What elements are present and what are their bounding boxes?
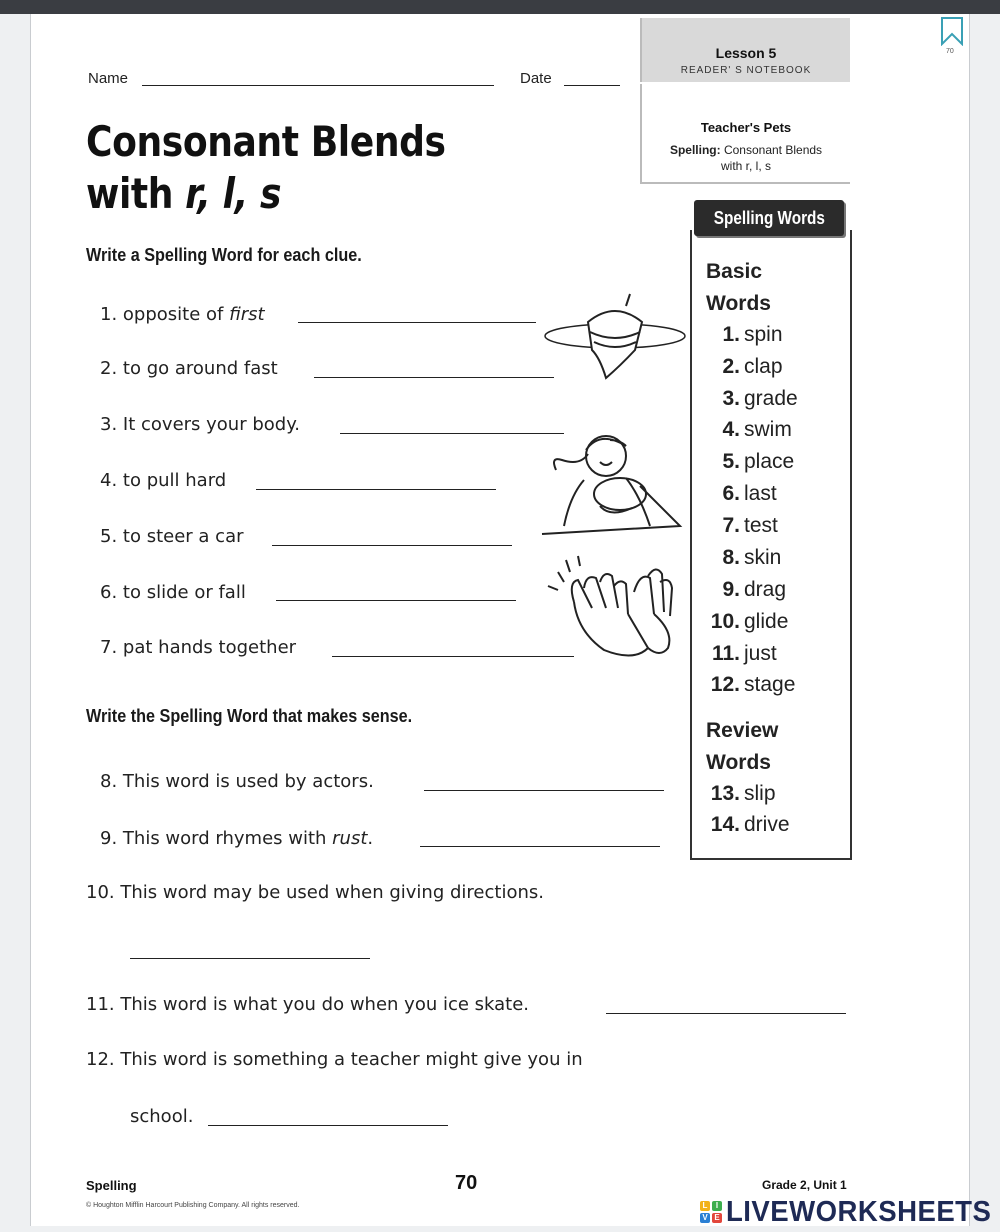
section2-instruction: Write the Spelling Word that makes sense.	[86, 706, 413, 726]
story-skill	[642, 142, 850, 174]
basic-heading-line-1: Basic	[706, 260, 763, 283]
word-number: 7.	[722, 514, 740, 537]
clapping-hands-illustration	[544, 552, 694, 662]
basic-words-heading	[706, 256, 771, 320]
word-number: 10.	[710, 610, 740, 633]
word-number: 12.	[710, 673, 740, 696]
word-item	[704, 813, 824, 837]
lesson-number: Lesson 5	[715, 45, 777, 61]
title-line-2	[86, 168, 446, 220]
clue-2	[100, 358, 278, 379]
story-title: Teacher's Pets	[700, 120, 792, 135]
logo-letter: V	[700, 1213, 710, 1223]
clue-9	[100, 828, 373, 849]
title-letters: r, l, s	[185, 169, 282, 218]
clue-number: 7.	[100, 637, 118, 658]
review-heading-line-2: Words	[706, 751, 771, 774]
clue-number: 11.	[86, 994, 115, 1015]
word-number: 14.	[710, 813, 740, 836]
word-text: skin	[744, 546, 782, 569]
answer-line-7[interactable]	[332, 656, 574, 657]
clue-number: 5.	[100, 526, 118, 547]
word-item	[704, 418, 824, 442]
word-item	[704, 610, 824, 634]
word-item	[704, 578, 824, 602]
lesson-header	[640, 18, 850, 82]
spelling-words-tab	[694, 200, 844, 236]
answer-line-11[interactable]	[606, 1013, 846, 1014]
word-item	[704, 355, 824, 379]
word-number: 3.	[722, 387, 740, 410]
answer-line-4[interactable]	[256, 489, 496, 490]
clue-number: 6.	[100, 582, 118, 603]
date-field[interactable]	[564, 85, 620, 86]
clue-text: This word is used by actors.	[122, 771, 374, 792]
clue-number: 8.	[100, 771, 118, 792]
word-number: 9.	[722, 578, 740, 601]
clue-text: This word is something a teacher might give you in	[120, 1049, 583, 1070]
clue-12	[86, 1049, 583, 1070]
answer-line-12[interactable]	[208, 1125, 448, 1126]
word-number: 11.	[711, 642, 740, 665]
word-text: place	[744, 450, 795, 473]
word-item	[704, 323, 824, 347]
word-item	[704, 782, 824, 806]
girl-driving-illustration	[540, 426, 690, 538]
clue-text: pat hands together	[122, 637, 297, 658]
clue-number: 10.	[86, 882, 115, 903]
name-field[interactable]	[142, 85, 494, 86]
logo-letter: I	[712, 1201, 722, 1211]
answer-line-9[interactable]	[420, 846, 660, 847]
word-item	[704, 546, 824, 570]
word-item	[704, 514, 824, 538]
answer-line-6[interactable]	[276, 600, 516, 601]
word-number: 5.	[722, 450, 740, 473]
footer-page-number: 70	[455, 1172, 478, 1194]
footer-grade: Grade 2, Unit 1	[762, 1178, 847, 1192]
footer-subject: Spelling	[86, 1178, 137, 1193]
clue-3	[100, 414, 300, 435]
clue-text: to steer a car	[122, 526, 244, 547]
word-number: 8.	[722, 546, 740, 569]
word-number: 6.	[722, 482, 740, 505]
section1-instruction: Write a Spelling Word for each clue.	[86, 245, 362, 265]
clue-text: It covers your body.	[122, 414, 301, 435]
clue-text: to pull hard	[122, 470, 227, 491]
title-with: with	[86, 169, 186, 218]
word-text: glide	[744, 610, 789, 633]
word-text: just	[744, 642, 777, 665]
clue-5	[100, 526, 244, 547]
clue-12-continued: school.	[130, 1106, 194, 1127]
word-text: clap	[744, 355, 783, 378]
top-bar	[0, 0, 1000, 14]
liveworksheets-brand[interactable]	[700, 1196, 1000, 1228]
clue-6	[100, 582, 246, 603]
clue-italic: rust	[332, 828, 368, 849]
word-text: grade	[744, 387, 798, 410]
word-item	[704, 450, 824, 474]
page-title	[86, 116, 446, 220]
clue-11	[86, 994, 529, 1015]
word-item	[704, 642, 824, 666]
clue-number: 4.	[100, 470, 118, 491]
word-number: 1.	[722, 323, 740, 346]
word-text: swim	[744, 418, 792, 441]
answer-line-8[interactable]	[424, 790, 664, 791]
liveworksheets-wordmark: LIVEWORKSHEETS	[726, 1195, 992, 1228]
word-text: drag	[744, 578, 787, 601]
clue-1	[100, 304, 265, 325]
clue-number: 3.	[100, 414, 118, 435]
word-number: 4.	[722, 418, 740, 441]
skill-line-1: Consonant Blends	[723, 143, 823, 157]
name-label: Name	[88, 70, 129, 87]
title-line-1: Consonant Blends	[86, 117, 446, 166]
clue-10	[86, 882, 544, 903]
notebook-label: READER' S NOTEBOOK	[680, 65, 812, 76]
clue-punct: .	[367, 828, 374, 849]
clue-text: to slide or fall	[122, 582, 246, 603]
clue-text: This word is what you do when you ice skate.	[120, 994, 530, 1015]
copyright-notice: © Houghton Mifflin Harcourt Publishing Company. All rights reserved.	[86, 1202, 300, 1209]
clue-text: to go around fast	[122, 358, 278, 379]
skill-line-2: with r, l, s	[720, 159, 771, 173]
review-heading-line-1: Review	[706, 719, 779, 742]
clue-text: This word rhymes with	[122, 828, 333, 849]
logo-letter: E	[712, 1213, 722, 1223]
clue-number: 12.	[86, 1049, 115, 1070]
clue-text: This word may be used when giving directions.	[120, 882, 544, 903]
word-text: slip	[744, 782, 776, 805]
word-item	[704, 673, 824, 697]
clue-number: 2.	[100, 358, 118, 379]
word-text: stage	[744, 673, 796, 696]
corner-page-number: 70	[946, 48, 954, 55]
liveworksheets-logo-icon	[700, 1201, 722, 1223]
spinning-top-illustration	[540, 292, 690, 382]
date-label: Date	[520, 70, 552, 87]
word-text: drive	[744, 813, 790, 836]
word-text: last	[744, 482, 777, 505]
word-item	[704, 482, 824, 506]
review-words-heading	[706, 715, 778, 779]
bookmark-icon[interactable]	[940, 16, 964, 46]
clue-8	[100, 771, 374, 792]
answer-line-1[interactable]	[298, 322, 536, 323]
story-info	[640, 84, 850, 184]
answer-line-5[interactable]	[272, 545, 512, 546]
word-text: test	[744, 514, 778, 537]
word-text: spin	[744, 323, 783, 346]
word-item	[704, 387, 824, 411]
basic-heading-line-2: Words	[706, 292, 771, 315]
clue-text: opposite of	[122, 304, 230, 325]
clue-number: 9.	[100, 828, 118, 849]
word-number: 2.	[722, 355, 740, 378]
answer-line-2[interactable]	[314, 377, 554, 378]
answer-line-10[interactable]	[130, 958, 370, 959]
logo-letter: L	[700, 1201, 710, 1211]
clue-italic: first	[229, 304, 265, 325]
spelling-words-tab-label: Spelling Words	[713, 208, 825, 228]
answer-line-3[interactable]	[340, 433, 564, 434]
skill-label: Spelling:	[669, 143, 721, 157]
word-number: 13.	[710, 782, 740, 805]
clue-4	[100, 470, 226, 491]
clue-number: 1.	[100, 304, 118, 325]
clue-7	[100, 637, 296, 658]
